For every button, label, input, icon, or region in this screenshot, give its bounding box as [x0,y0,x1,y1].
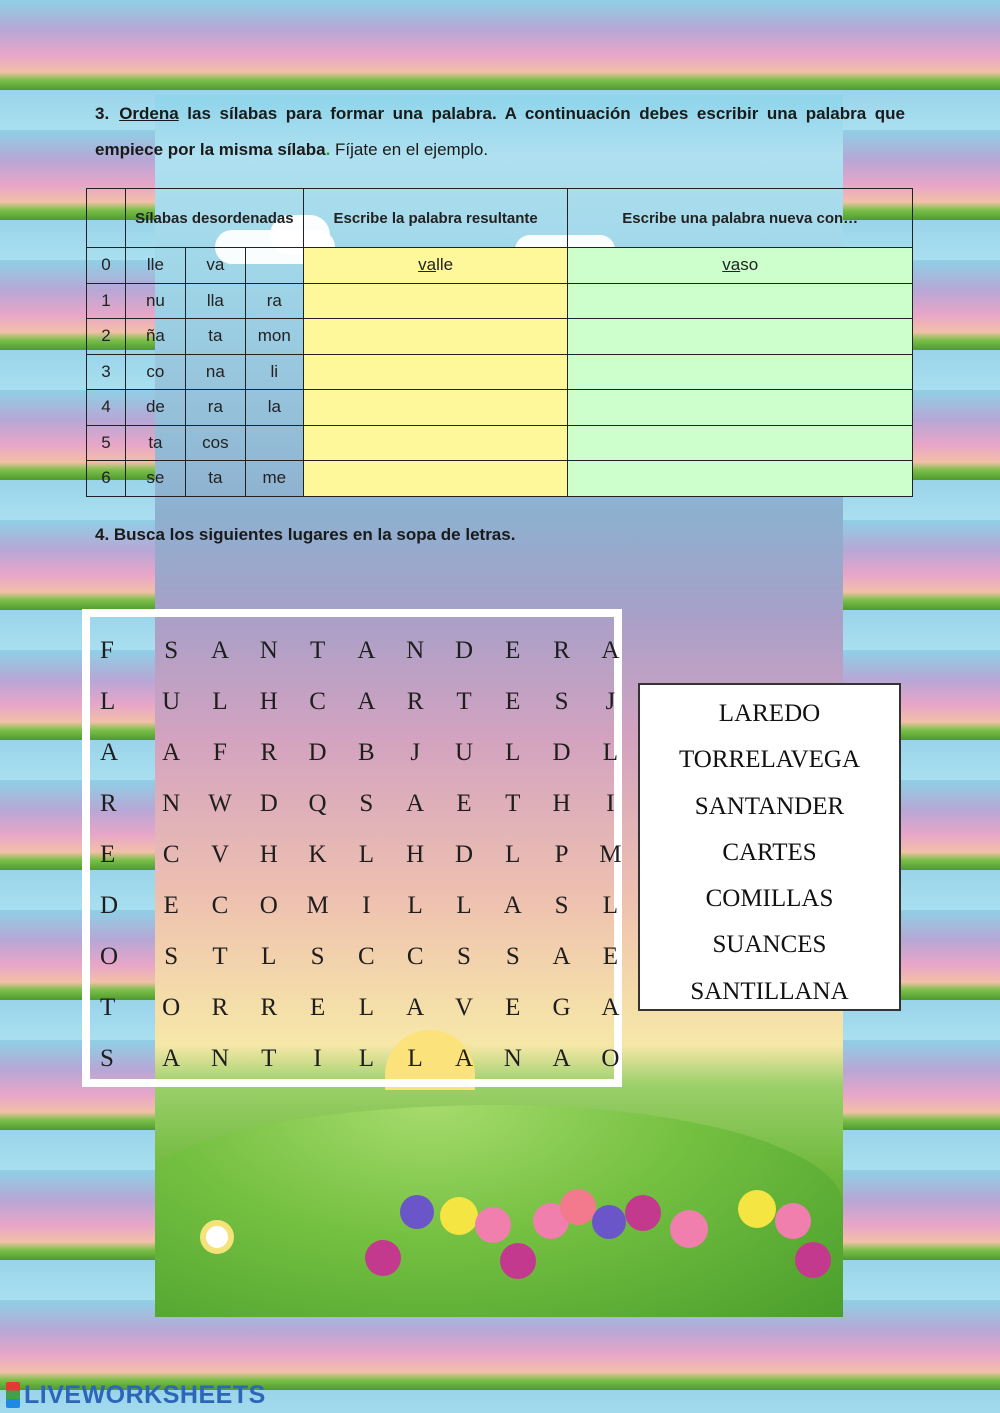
letter-cell[interactable]: D [100,891,119,919]
letter-cell[interactable]: T [261,1044,277,1072]
letter-cell[interactable]: A [357,636,376,664]
task-text: las sílabas para formar una palabra. A continuación debes escribir una palabra que empiece por la misma sílaba [95,104,905,159]
letter-cell[interactable]: U [162,687,181,715]
task-4-instructions: 4. Busca los siguientes lugares en la sopa de letras. [95,525,516,544]
syllable: se [125,461,185,497]
new-word-field[interactable] [568,390,913,426]
flower [500,1243,536,1279]
word-list-item: LAREDO [718,700,821,727]
letter-cell[interactable]: S [554,687,569,715]
letter-cell[interactable]: L [407,1044,423,1072]
letter-cell[interactable]: E [505,993,521,1021]
word-list-item: CARTES [722,838,817,866]
result-word-field[interactable] [303,425,568,461]
letter-cell[interactable]: A [100,738,119,766]
syllable: me [245,461,303,497]
word-list-item: SANTANDER [694,792,845,820]
result-word-field[interactable] [303,319,568,355]
row-number: 1 [87,283,126,319]
letter-cell[interactable]: L [505,840,521,868]
flower [592,1205,626,1239]
letter-cell[interactable]: N [503,1044,522,1072]
letter-cell[interactable]: L [358,1044,375,1072]
word-list-item: SANTILLANA [690,977,849,1005]
flower [365,1240,401,1276]
letter-cell[interactable]: A [210,636,230,664]
letter-cell[interactable]: E [100,840,116,868]
syllable: lle [125,248,185,284]
letter-cell[interactable]: P [554,840,569,868]
letter-cell[interactable]: J [410,738,421,766]
result-word-field[interactable] [303,354,568,390]
example-rest: so [740,255,759,275]
letter-cell[interactable]: O [259,891,278,919]
table-row [87,283,913,319]
flower [738,1190,776,1228]
example-syllable: va [418,255,437,275]
letter-cell[interactable]: A [162,1044,181,1072]
result-word-field[interactable] [303,390,568,426]
syllable: mon [245,319,303,355]
flower [775,1203,811,1239]
table-row [87,354,913,390]
flower [670,1210,708,1248]
letter-cell[interactable]: R [553,636,570,664]
letter-cell[interactable]: T [100,993,116,1021]
letter-cell[interactable]: O [100,942,119,970]
new-word-field[interactable] [568,319,913,355]
letter-cell[interactable]: A [406,789,425,817]
syllable: va [185,248,245,284]
syllable: ña [125,319,185,355]
logo-text: LIVEWORKSHEETS [24,1380,266,1409]
task-3-instructions [95,96,905,168]
new-word-field[interactable] [568,461,913,497]
header-result: Escribe la palabra resultante [303,189,568,248]
letter-cell[interactable]: I [606,789,615,817]
letter-cell[interactable]: F [100,636,114,664]
letter-cell[interactable]: S [554,891,569,919]
flower [200,1220,234,1254]
flower [400,1195,434,1229]
task-hint: Fíjate en el ejemplo. [330,140,489,159]
letter-cell[interactable]: C [406,942,424,970]
result-word-field[interactable] [303,461,568,497]
letter-cell[interactable]: K [308,840,327,868]
flower [560,1189,596,1225]
letter-cell[interactable]: S [310,942,325,970]
letter-cell[interactable]: S [164,636,179,664]
letter-cell[interactable]: A [601,993,620,1021]
letter-cell[interactable]: D [454,840,473,868]
header-syllables: Sílabas desordenadas [125,189,303,248]
syllable: ta [185,461,245,497]
letter-cell[interactable]: C [211,891,229,919]
letter-cell[interactable]: I [313,1044,322,1072]
flower [475,1207,511,1243]
letter-cell[interactable]: H [406,840,425,868]
row-number: 2 [87,319,126,355]
letter-cell[interactable]: A [601,636,620,664]
syllable: ra [185,390,245,426]
letter-cell[interactable]: L [456,891,472,919]
letter-cell[interactable]: D [259,789,278,817]
letter-cell[interactable]: E [505,687,521,715]
letter-cell[interactable]: T [212,942,228,970]
letter-cell[interactable]: E [602,942,618,970]
letter-cell[interactable]: R [100,789,117,817]
letter-cell[interactable]: E [505,636,521,664]
table-header-row [87,189,913,248]
example-rest: lle [436,255,454,275]
syllable: de [125,390,185,426]
result-word-field[interactable] [303,248,568,284]
letter-cell[interactable]: R [211,993,229,1021]
letter-cell[interactable]: C [358,942,375,970]
table-row [87,425,913,461]
letter-cell[interactable]: V [210,840,230,868]
letter-cell[interactable]: S [359,789,374,817]
letter-cell[interactable]: R [260,993,278,1021]
task-keyword: Ordena [119,104,179,123]
letter-cell[interactable]: L [261,942,277,970]
row-number: 3 [87,354,126,390]
syllable [245,425,303,461]
letter-cell[interactable]: S [457,942,471,970]
letter-cell[interactable]: I [362,891,371,919]
syllables-table [86,188,913,497]
letter-cell[interactable]: G [552,993,571,1021]
letter-cell[interactable]: S [164,942,179,970]
letter-cell[interactable]: V [454,993,473,1021]
letter-cell[interactable]: T [309,636,326,664]
letter-cell[interactable]: E [456,789,472,817]
letter-cell[interactable]: A [162,738,181,766]
live-badge-icon [6,1382,20,1408]
letter-cell[interactable]: A [454,1044,473,1072]
header-new-word: Escribe una palabra nueva con… [568,189,913,248]
letter-cell[interactable]: F [213,738,227,766]
table-row [87,390,913,426]
letter-cell[interactable]: D [308,738,327,766]
liveworksheets-logo [6,1380,266,1410]
letter-cell[interactable]: L [212,687,228,715]
new-word-field[interactable] [568,283,913,319]
syllable: la [245,390,303,426]
table-row [87,248,913,284]
word-search [82,609,622,1087]
flower [625,1195,661,1231]
row-number: 6 [87,461,126,497]
new-word-field[interactable] [568,354,913,390]
letter-cell[interactable]: C [309,687,326,715]
letter-cell[interactable]: D [454,636,473,664]
letter-cell[interactable]: E [163,891,179,919]
letter-cell[interactable]: H [259,840,278,868]
letter-cell[interactable]: U [454,738,473,766]
letter-cell[interactable]: E [309,993,326,1021]
new-word-field[interactable] [568,425,913,461]
letter-cell[interactable]: Q [308,789,327,817]
letter-cell[interactable]: A [406,993,425,1021]
word-list [638,683,901,1011]
letter-cell[interactable]: A [552,942,571,970]
syllable: lla [185,283,245,319]
syllable: nu [125,283,185,319]
letter-cell[interactable]: L [100,687,116,715]
flower [440,1197,478,1235]
letter-cell[interactable]: S [100,1044,114,1072]
example-syllable: va [722,255,741,275]
letter-cell[interactable]: R [260,738,278,766]
row-number: 0 [87,248,126,284]
letter-cell[interactable]: L [407,891,423,919]
syllable: ta [125,425,185,461]
letter-cell[interactable]: L [602,891,618,919]
row-number: 5 [87,425,126,461]
letter-cell[interactable]: L [602,738,618,766]
syllable: cos [185,425,245,461]
letter-cell[interactable]: J [605,687,616,715]
letter-cell[interactable]: N [259,636,278,664]
letter-cell[interactable]: N [210,1044,230,1072]
letter-cell[interactable]: T [505,789,521,817]
letter-cell[interactable]: W [208,789,232,817]
letter-cell[interactable]: L [358,993,375,1021]
letter-cell[interactable]: T [456,687,472,715]
letter-cell[interactable]: M [306,891,329,919]
letter-cell[interactable]: D [552,738,571,766]
syllable: co [125,354,185,390]
syllable: ta [185,319,245,355]
syllable: na [185,354,245,390]
table-row [87,319,913,355]
green-dot: . [325,140,331,159]
letter-cell[interactable]: A [503,891,522,919]
letter-cell[interactable]: H [259,687,278,715]
table-row [87,461,913,497]
task-number: 3. [95,104,110,123]
letter-cell[interactable]: N [406,636,425,664]
word-search-grid[interactable] [98,625,622,1084]
letter-cell[interactable]: B [358,738,375,766]
letter-cell[interactable]: C [162,840,180,868]
syllable: li [245,354,303,390]
letter-cell[interactable]: O [162,993,181,1021]
result-word-field[interactable] [303,283,568,319]
letter-cell[interactable]: L [358,840,375,868]
syllable: ra [245,283,303,319]
letter-cell[interactable]: H [552,789,571,817]
flower [795,1242,831,1278]
letter-cell[interactable]: A [552,1044,571,1072]
word-list-item: TORRELAVEGA [678,746,861,774]
letter-cell[interactable]: R [406,687,424,715]
new-word-field[interactable] [568,248,913,284]
word-list-item: SUANCES [712,931,827,959]
syllable [245,248,303,284]
letter-cell[interactable]: N [162,789,181,817]
letter-cell[interactable]: S [505,942,520,970]
header-number [87,189,126,248]
letter-cell[interactable]: M [599,840,622,868]
row-number: 4 [87,390,126,426]
letter-cell[interactable]: L [505,738,521,766]
letter-cell[interactable]: O [601,1044,620,1072]
letter-cell[interactable]: A [357,687,376,715]
word-list-item: COMILLAS [705,885,834,913]
